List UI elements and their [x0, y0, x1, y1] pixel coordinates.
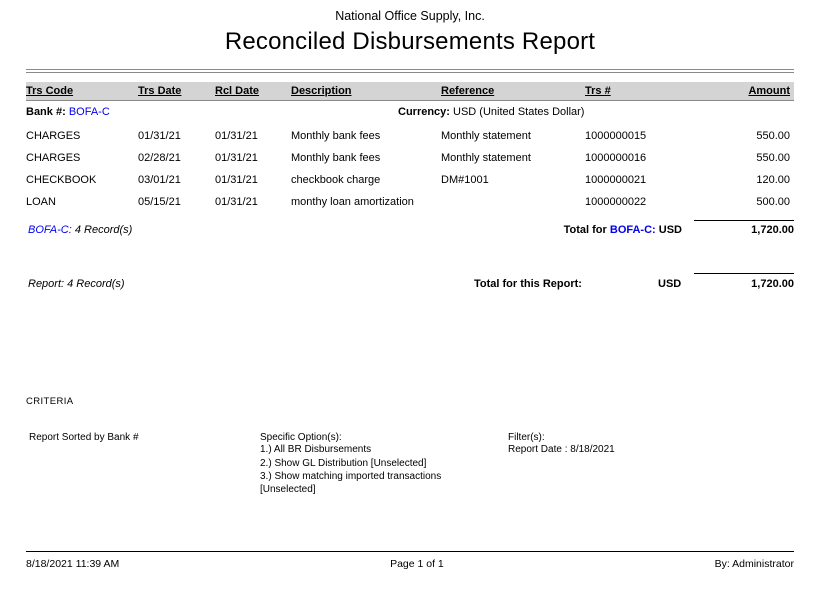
column-header-trs-num: Trs #: [585, 85, 611, 97]
bank-total-label-currency: USD: [658, 224, 682, 236]
specific-option: 1.) All BR Disbursements: [260, 444, 372, 455]
cell-rcl-date: 01/31/21: [215, 130, 258, 142]
bank-total-label-pre: Total for: [563, 224, 607, 236]
cell-amount: 120.00: [756, 174, 790, 186]
report-total-row: [26, 273, 794, 295]
cell-rcl-date: 01/31/21: [215, 196, 258, 208]
footer-author: By: Administrator: [714, 558, 794, 570]
bank-record-count-text: 4 Record(s): [74, 224, 133, 236]
cell-trs-date: 05/15/21: [138, 196, 181, 208]
cell-trs-num: 1000000022: [585, 196, 647, 208]
cell-reference: Monthly statement: [441, 152, 531, 164]
specific-option: 3.) Show matching imported transactions [Unselected]: [260, 471, 442, 495]
report-total-amount: 1,720.00: [694, 273, 794, 290]
criteria-heading: CRITERIA: [26, 396, 74, 407]
cell-reference: DM#1001: [441, 174, 489, 186]
cell-rcl-date: 01/31/21: [215, 174, 258, 186]
specific-options-label: Specific Option(s):: [260, 432, 342, 443]
bank-total-label-code[interactable]: BOFA-C:: [609, 224, 656, 236]
cell-trs-num: 1000000015: [585, 130, 647, 142]
footer-datetime: 8/18/2021 11:39 AM: [26, 558, 120, 570]
report-title: Reconciled Disbursements Report: [224, 28, 596, 55]
cell-amount: 550.00: [756, 152, 790, 164]
bank-record-count: [26, 224, 132, 236]
cell-trs-num: 1000000021: [585, 174, 647, 186]
criteria-section: [26, 396, 794, 496]
column-header-amount: Amount: [748, 85, 790, 97]
report-footer: [26, 551, 794, 570]
criteria-specific-options: [260, 432, 508, 496]
criteria-filters: [508, 432, 794, 496]
table-header-row: [26, 82, 794, 101]
column-header-trs-date: Trs Date: [138, 85, 182, 97]
header-divider: [26, 69, 794, 73]
currency-value: USD (United States Dollar): [453, 106, 585, 118]
cell-description: Monthly bank fees: [291, 130, 381, 142]
footer-page-number: Page 1 of 1: [390, 558, 444, 570]
cell-description: monthy loan amortization: [291, 196, 414, 208]
company-name: National Office Supply, Inc.: [335, 9, 485, 23]
bank-code-link[interactable]: BOFA-C: [68, 106, 110, 118]
cell-trs-date: 03/01/21: [138, 174, 181, 186]
cell-reference: Monthly statement: [441, 130, 531, 142]
bank-total-row: [26, 220, 794, 236]
column-header-description: Description: [291, 85, 352, 97]
cell-trs-date: 01/31/21: [138, 130, 181, 142]
filter-value: Report Date : 8/18/2021: [508, 444, 615, 455]
column-header-rcl-date: Rcl Date: [215, 85, 260, 97]
bank-total-amount: 1,720.00: [694, 220, 794, 236]
cell-trs-num: 1000000016: [585, 152, 647, 164]
table-row: [26, 121, 794, 143]
bank-total-label: [564, 224, 694, 236]
cell-description: Monthly bank fees: [291, 152, 381, 164]
criteria-sort-order: Report Sorted by Bank #: [29, 432, 139, 443]
bank-total-code-link[interactable]: BOFA-C:: [28, 224, 72, 236]
table-row: [26, 187, 794, 209]
column-header-reference: Reference: [441, 85, 495, 97]
cell-trs-code: LOAN: [26, 196, 56, 208]
currency-label: Currency:: [398, 106, 450, 118]
table-row: [26, 143, 794, 165]
cell-rcl-date: 01/31/21: [215, 152, 258, 164]
cell-trs-code: CHECKBOOK: [26, 174, 97, 186]
cell-trs-code: CHARGES: [26, 152, 81, 164]
specific-option: 2.) Show GL Distribution [Unselected]: [260, 457, 427, 469]
bank-header-row: [26, 101, 794, 121]
cell-trs-code: CHARGES: [26, 130, 81, 142]
filters-label: Filter(s):: [508, 432, 545, 443]
report-total-currency: USD: [658, 278, 682, 290]
report-total-label: Total for this Report:: [474, 278, 582, 290]
column-header-trs-code: Trs Code: [26, 85, 74, 97]
table-row: [26, 165, 794, 187]
report-record-count: Report: 4 Record(s): [28, 278, 125, 290]
cell-amount: 500.00: [756, 196, 790, 208]
bank-number-label: Bank #:: [26, 106, 66, 118]
currency-group: [398, 106, 584, 118]
criteria-columns: [26, 432, 794, 496]
cell-trs-date: 02/28/21: [138, 152, 181, 164]
cell-reference: [441, 196, 585, 209]
cell-amount: 550.00: [756, 130, 790, 142]
cell-description: checkbook charge: [291, 174, 381, 186]
